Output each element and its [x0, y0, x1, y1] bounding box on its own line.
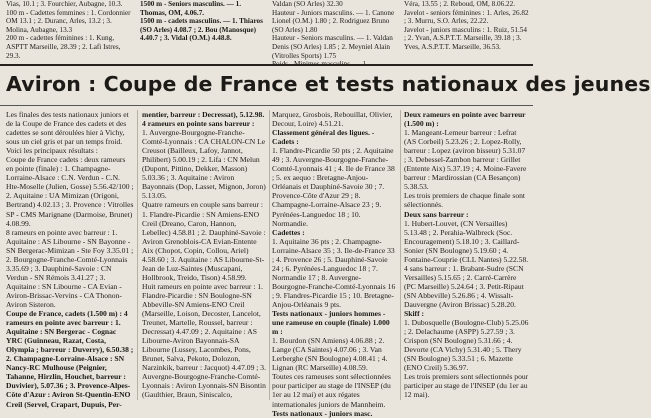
article-column-3: [272, 110, 396, 418]
paragraph: 1. Aquitaine 36 pts ; 2. Champagne-Lorraine-Alsace 35 ; 3. Ile-de-France 33 ; 4. Provence 26 ; 5. Dauphiné-Savoie 24 ; 6. Pyrénées-Languedoc 18 ; 7. Normandie 17 ; 8. Auvergne-Bourgogne-Franche-Comté-Lyonnais 16 ; 9. Flandres-Picardie 15 ; 10. Bretagne-Anjou-Orléanais 9 pts.: [272, 236, 396, 309]
article-headline: Aviron : Coupe de France et tests nationaux des jeunes: [6, 72, 651, 96]
previous-article-results: [0, 0, 533, 64]
results-column-3: Valdan (SO Arles) 32.30 Hauteur - Juniors masculins. — 1. Canone Lionel (O.M.) 1.80 ; 2. Rodriguez Bruno (SO Arles) 1.80 Hauteur - Seniors masculins. — 1. Valdan Denis (SO Arles) 1.85 ; 2. Meyniel Alain (Vitrolles Sports) 1.75: [272, 0, 395, 60]
headline-underline: [0, 105, 533, 106]
article-column-4: [404, 110, 529, 400]
paragraph: Quatre rameurs en couple sans barreur : 1. Flandre-Picardie : SN Amiens-ENO Creil (Dreano, Caron, Hannon, Lebellec) 4.58.81 ; 2. Dauphiné-Savoie : Aviron Grenoblois-CA Evian-Entente Aix (Chopot, Copin, Collou, Ariel) 4.58.60 ; 3. Aquitaine : AS Libourne-St-Jean de Luz-Saintes (Muscapani, Hollbrook, Treido, Tison) 4.58.99.: [142, 200, 266, 282]
paragraph: 1. Hubert-Louvet, (CN Versailles) 5.13.48 ; 2. Perahia-Walbreck (Soc. Encouragement) 5.18.10 ; 3. Caillard-Sonier (SN Boulogne) 5.19.60 ; 4. Fontaine-Couprie (CLL Nantes) 5.22.58. 4 sans barreur : 1. Brabant-Sudre (SCN Versailles) 5.15.65 ; 2. Carré-Carrère (PC Marseille) 5.24.64 ; 3. Petit-Ripaut (SN Abbeville) 5.26.86 ; 4. Wissalt-Dauvergne (Aviron Brissac) 5.28.20.: [404, 218, 529, 309]
section-heading: Deux rameurs en pointe avec barreur (1.500 m) :: [404, 110, 526, 129]
section-heading: mentier, barreur : Decressat), 5.12.98.: [142, 110, 265, 119]
section-heading: Coupe de France, cadets (1.500 m) : 4 rameurs en pointe avec barreur : 1. Aquitaine : SN Bergerac - Cognac YRC (Guinneau, Razat, Costa, Olympia ; barreur : Duverry), 6.50.38 ; 2. Champagne-Lorraine-Alsace : SN Nancy-RC Mulhouse (Peignier, Tahanne, Hirzlin, Houchet, barreur : Duvivier), 5.07.36 ; 3. Provence-Alpes-Côte d'Azur : Aviron St-Quentin-ENO Creil (Servel, Crapart, Dupuis, Per-: [6, 309, 134, 409]
paragraph: 1. Dubosquelle (Boulogne-Club) 5.25.06 ; 2. Delachaume (ASPP) 5.27.59 ; 3. Crispon (SN Boulogne) 5.31.66 ; 4. Devorte (CA Vichy) 5.31.40 ; 5. Thery (SN Boulogne) 5.33.51 ; 6. Mazette (ENO Creil) 5.36.97. Les trois premiers sont sélectionnés pour participer au stage de l'INSEP (du 1er au 12 mai).: [404, 318, 529, 400]
paragraph: 1. Flandre-Picardie 50 pts ; 2. Aquitaine 49 ; 3. Auvergne-Bourgogne-Franche-Comté-Lyonnais 41 ; 4. Ile de France 38 ; 5. ex aequo : Bretagne-Anjou-Orléanais et Dauphiné-Savoie 30 ; 7. Provence-Côte d'Azur 29 ; 8. Champagne-Lorraine-Alsace 23 ; 9. Pyrénées-Languedoc 18 ; 10. Normandie.: [272, 146, 395, 228]
article-column-2: [142, 110, 266, 400]
column-separator: [269, 110, 270, 400]
section-heading: Cadettes :: [272, 227, 305, 237]
paragraph: 1. Bourdon (SN Amiens) 4.06.88 ; 2. Lange (CA Saintes) 4.07.06 ; 3. Van Lerberghe (SN Boulogne) 4.08.41 ; 4. Lignan (RC Marseille) 4.08.59. Toutes ces rameuses sont sélectionnées pour participer au stage de l'INSEP (du 1er au 12 mai) et aux régates internationales juniors de Mannheim.: [272, 336, 391, 409]
results-column-2: 1500 m - Seniors masculins. — 1. Thomas, OM, 4.06.7. 1500 m - cadets masculins. — 1. Thiaros (SO Arles) 4.08.7 ; 2. Bou (Manosque) 4.40.7 ; 3. Vidal (O.M.) 4.48.8.: [140, 0, 263, 43]
article-column-1: [6, 110, 134, 409]
paragraph: Marquez, Grosbois, Rebouillat, Olivier, Decour, Loire) 4.51.21.: [272, 110, 393, 129]
section-heading: 4 rameurs en pointe sans barreur :: [142, 119, 255, 129]
section-heading: Skiff :: [404, 309, 425, 319]
section-heading: Classement général des ligues. - Cadets :: [272, 128, 375, 147]
results-column-4: Véra, 13.55 ; 2. Reboud, OM, 8.06.22. Javelot - seniors féminines : 1. Arles, 26.82 ; 3. Murru, S.O. Arles, 22.22. Javelot - juniors masculins : 1. Ruiz, 51.54 ; 2. Yvan, A.S.P.T.T. Marseille, 39.18 ; 3. Yves, A.S.P.T.T. Marseille, 36.53.: [404, 0, 529, 51]
section-divider: [0, 64, 533, 66]
column-separator: [137, 110, 138, 400]
results-column-1: Vias, 10.1 ; 3. Fourchier, Aubagne, 10.3. 100 m - Cadettes femmines : 1. Cordonnier OM 13.1 ; 2. Duranc, Arles, 13.2 ; 3. Molina, Aubagne, 13.3 200 m - cadettes féminines : 1. Kung, ASPTT Marseille, 28.39 ; 2. Lafi Istres, 29.3.: [6, 0, 131, 60]
paragraph: Les finales des tests nationaux juniors et de la Coupe de France des cadets et des cadettes se sont déroulées hier à Vichy, sous un ciel gris et par un temps froid. Voici les principaux résultats : Coupe de France cadets : deux rameurs en pointe (finale) : 1. Champagne-Lorraine-Alsace : C.N. Verdun - C.N. Hte-Moselle (Julien, Gosse) 5.56.42/100 ; 2. Aquitaine : UA Mimizan (Origoni, Bertrand) 4.02.13 ; 3. Provence : Vitrolles SP - CMS Marignane (Darmoise, Brunet) 4.08.99. 8 rameurs en pointe avec barreur : 1. Aquitaine : AS Libourne - SN Bayonne - SN Bergerac-Mimizan - Ste Foy 3.35.01 ; 2. Bourgogne-Franche-Comté-Lyonnais 3.35.69 ; 3. Dauphiné-Savoie : CN Verdun - SN Rémois 3.41.27 ; 3. Aquitaine : SN Libourne - CA Evian - Aviron-Brissac-Vervins - CA Thonon-Aviron Sisteron.: [6, 110, 134, 309]
paragraph: 1. Auvergne-Bourgogne-Franche-Comté-Lyonnais : CA CHALON-CN Le Creusot (Bailleux, Lafoy, Jannot, Philibert) 5.00.19 ; 2. Lifa : CN Melun (Dupont, Pittino, Dekker, Masson) 5.03.36 ; 3. Aquitaine : Aviron Bayonnais (Dop, Lasset, Mignon, Joron) 5.13.05.: [142, 128, 266, 201]
section-heading: Deux sans barreur :: [404, 209, 469, 219]
paragraph: Huit rameurs en pointe avec barreur : 1. Flandre-Picardie : SN Boulogne-SN Abbeville-SN Amiens-ENO Creil (Marseille, Loison, Decoster, Lancelot, Treunet, Martelle, Roussel, barreur : Decressat) 4.47.09 ; 2. Aquitaine : AS Libourne-Aviron Bayonnais-SA Libourne (Lussey, Lacombes, Pons, Brunet, Salva, Pekoto, Dolozon, Narzinkik, barreur : Jacquot) 4.47.09 ; 3. Auvergne-Bourgogne-Franche-Comté-Lyonnais : Aviron Lyonnais-SN Bisontin (Gaulthier, Braun, Siniscalco,: [142, 281, 266, 400]
section-heading: Tests nationaux - juniors hommes - une rameuse en couple (finale) 1.000 m :: [272, 309, 390, 337]
paragraph: 1. Mangeant-Lemeur barreur : Lefrat (AS Corbeil) 5.23.26 ; 2. Lopez-Rolly, barreur : Lopez (aviron bisseur) 5.31.07 ; 3. Debessel-Zambon barreur : Grillet (Entente Aix) 5.37.19 ; 4. Moine-Favere barreur : Mardirossian (CA Besançon) 5.38.53. Les trois premiers de chaque finale sont sélectionnés.: [404, 128, 527, 210]
section-heading: Tests nationaux - juniors masc.: [272, 408, 373, 418]
column-separator: [400, 110, 401, 400]
